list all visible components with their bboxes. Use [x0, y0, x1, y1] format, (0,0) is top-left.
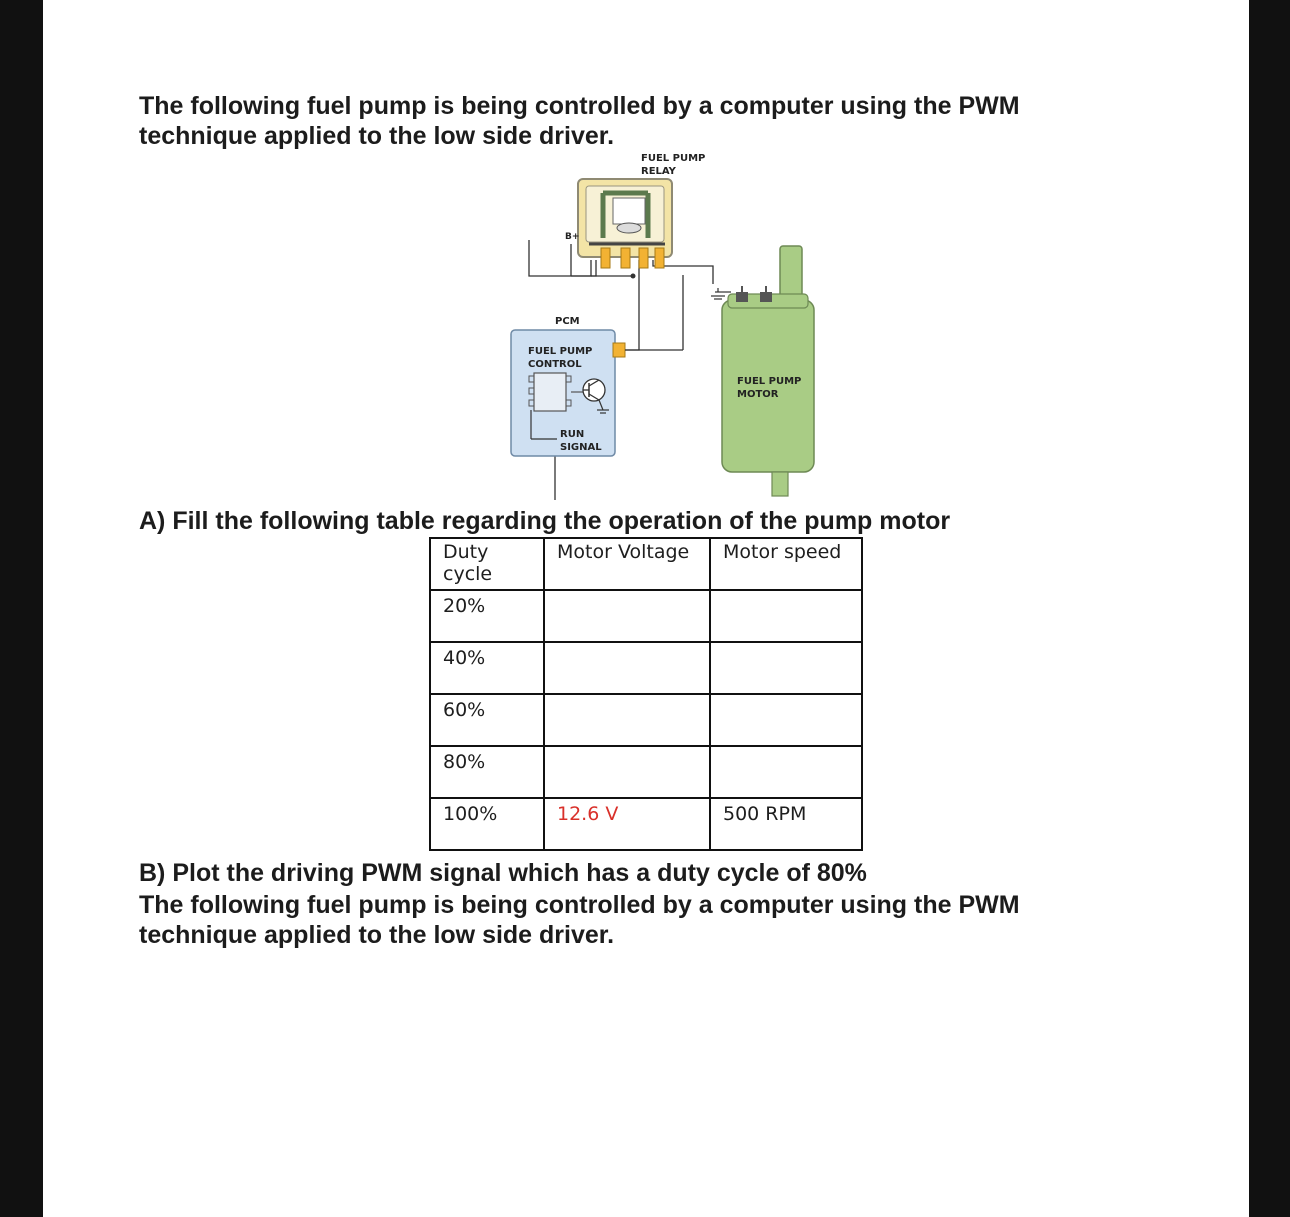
question-a: A) Fill the following table regarding the operation of the pump motor	[139, 507, 951, 535]
motor-label-line-2: MOTOR	[737, 389, 779, 400]
repeat-line-2: technique applied to the low side driver.	[139, 921, 615, 949]
relay-label-line-2: RELAY	[641, 166, 676, 177]
duty-cell: 40%	[430, 642, 544, 694]
table-header-row	[430, 538, 862, 590]
header-motor-voltage: Motor Voltage	[544, 538, 710, 590]
control-label-line-1: FUEL PUMP	[528, 346, 593, 357]
speed-cell	[710, 746, 862, 798]
header-motor-speed: Motor speed	[710, 538, 862, 590]
pcm-label: PCM	[555, 316, 580, 327]
question-b: B) Plot the driving PWM signal which has a duty cycle of 80%	[139, 859, 867, 887]
document-page	[43, 0, 1249, 1217]
speed-cell	[710, 590, 862, 642]
battery-label: B+	[565, 232, 580, 242]
voltage-cell	[544, 746, 710, 798]
voltage-cell	[544, 694, 710, 746]
voltage-cell	[544, 642, 710, 694]
repeat-line-1: The following fuel pump is being controlled by a computer using the PWM	[139, 891, 1020, 919]
intro-paragraph	[139, 91, 1139, 151]
table-row	[430, 694, 862, 746]
voltage-cell: 12.6 V	[544, 798, 710, 850]
intro-line-2: technique applied to the low side driver.	[139, 122, 615, 150]
relay-label-line-1: FUEL PUMP	[641, 153, 706, 164]
wire-junction	[631, 274, 636, 279]
table-row	[430, 590, 862, 642]
intro-line-1: The following fuel pump is being controlled by a computer using the PWM	[139, 92, 1020, 120]
repeat-paragraph	[139, 890, 1139, 950]
duty-cell: 20%	[430, 590, 544, 642]
table-row	[430, 642, 862, 694]
duty-cell: 100%	[430, 798, 544, 850]
fuel-pump-relay	[578, 179, 672, 268]
speed-cell: 500 RPM	[710, 798, 862, 850]
duty-cycle-table	[429, 537, 863, 851]
duty-cell: 80%	[430, 746, 544, 798]
duty-cell: 60%	[430, 694, 544, 746]
run-signal-label-line-2: SIGNAL	[560, 442, 602, 453]
fuel-pump-circuit-diagram	[463, 148, 823, 500]
table-row	[430, 798, 862, 850]
fuel-pump-motor	[722, 246, 814, 496]
motor-label-line-1: FUEL PUMP	[737, 376, 802, 387]
header-duty-cycle: Duty cycle	[430, 538, 544, 590]
table-row	[430, 746, 862, 798]
control-label-line-2: CONTROL	[528, 359, 582, 370]
speed-cell	[710, 642, 862, 694]
run-signal-label-line-1: RUN	[560, 429, 585, 440]
voltage-cell	[544, 590, 710, 642]
speed-cell	[710, 694, 862, 746]
